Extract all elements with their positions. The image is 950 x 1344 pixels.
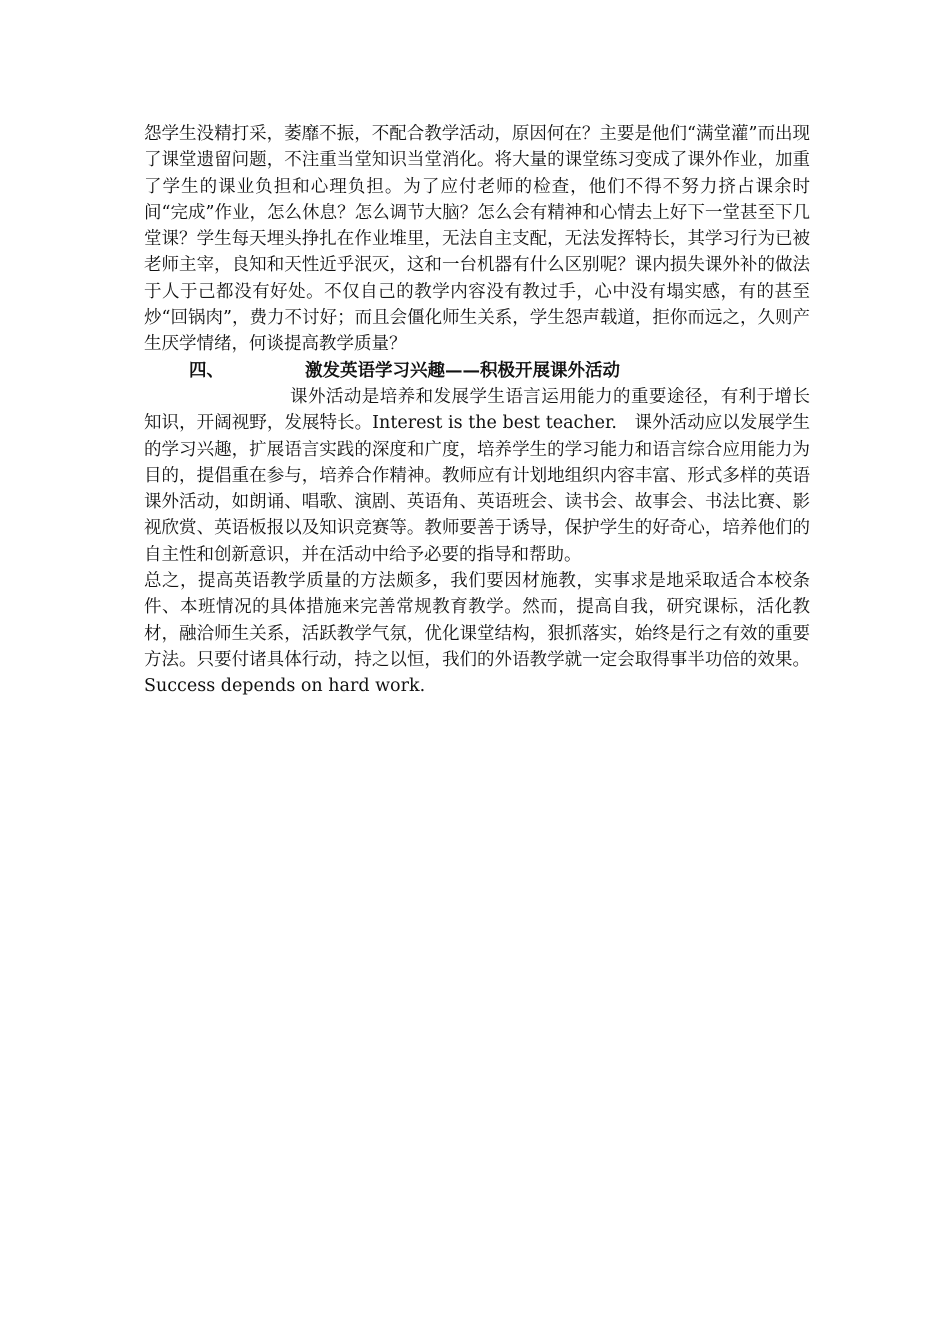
section-number: 四、: [189, 360, 224, 381]
paragraph-classroom-burden: 怨学生没精打采，萎靡不振，不配合教学活动，原因何在？主要是他们“满堂灌”而出现了课堂遗留问题，不注重当堂知识当堂消化。将大量的课堂练习变成了课外作业，加重了学生的课业负担和心理负担。为了应付老师的检查，他们不得不努力挤占课余时间“完成”作业，怎么休息？怎么调节大脑？怎么会有精神和心情去上好下一堂甚至下几堂课？学生每天埋头挣扎在作业堆里，无法自主支配，无法发挥特长，其学习行为已被老师主宰，良知和天性近乎泯灭，这和一台机器有什么区别呢？课内损失课外补的做法于人于己都没有好处。不仅自己的教学内容没有教过手，心中没有塌实感，有的甚至炒“回锅肉”，费力不讨好；而且会僵化师生关系，学生怨声载道，拒你而远之，久则产生厌学情绪，何谈提高教学质量？: [144, 124, 810, 355]
document-body: [144, 121, 810, 700]
paragraph-conclusion: 总之，提高英语教学质量的方法颇多，我们要因材施教，实事求是地采取适合本校条件、本班情况的具体措施来完善常规教育教学。然而，提高自我，研究课标，活化教材，融洽师生关系，活跃教学气氛，优化课堂结构，狠抓落实，始终是行之有效的重要方法。只要付诸具体行动，持之以恒，我们的外语教学就一定会取得事半功倍的效果。Success depends on hard work.: [144, 571, 810, 697]
paragraph-extracurricular: 课外活动是培养和发展学生语言运用能力的重要途径，有利于增长知识，开阔视野，发展特长。Interest is the best teacher. 课外活动应以发展学生的学习兴趣，扩展语言实践的深度和广度，培养学生的学习能力和语言综合应用能力为目的，提倡重在参与，培养合作精神。教师应有计划地组织内容丰富、形式多样的英语课外活动，如朗诵、唱歌、演剧、英语角、英语班会、读书会、故事会、书法比赛、影视欣赏、英语板报以及知识竞赛等。教师要善于诱导，保护学生的好奇心，培养他们的自主性和创新意识，并在活动中给予必要的指导和帮助。: [144, 386, 810, 565]
section-title: 激发英语学习兴趣——积极开展课外活动: [305, 360, 620, 381]
section-heading: [144, 358, 810, 384]
